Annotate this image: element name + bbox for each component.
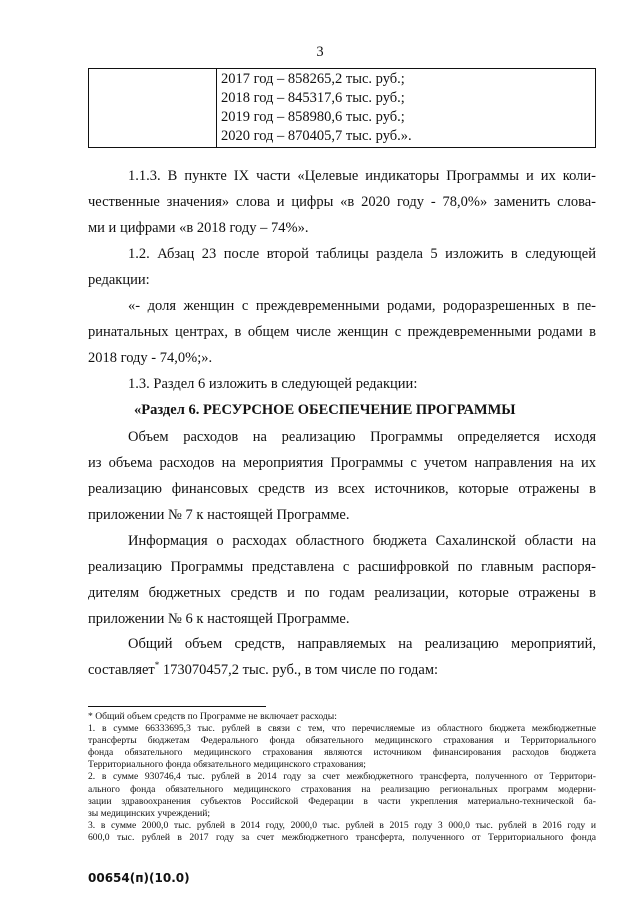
text-line: приложении № 7 к настоящей Программе. [88, 507, 350, 523]
footnote-separator [88, 706, 266, 707]
text-line: редакции: [88, 272, 150, 288]
footnote-line: * Общий объем средств по Программе не включает расходы: [88, 711, 337, 722]
text-fragment: составляет [88, 662, 155, 678]
footnote-line: зации здравоохранения субъектов Российской Федерации в части укрепления материально-технической ба- [88, 795, 596, 807]
footnote-line: 2. в сумме 930746,4 тыс. рублей в 2014 году за счет межбюджетного трансферта, полученного от Территори- [88, 771, 596, 783]
text-line: ринатальных центрах, в общем числе женщин с преждевременными родами в [88, 324, 596, 340]
amendment-paragraph-1-2 [88, 241, 596, 293]
funding-table-fragment [88, 68, 596, 148]
page-number: 3 [316, 44, 324, 60]
text-line: дителям бюджетных средств и по годам реализации, которые отражены в [88, 585, 596, 601]
text-line: реализацию финансовых средств из всех источников, которые отражены в [88, 481, 596, 497]
footnote-line: 600,0 тыс. рублей в 2017 году за счет межбюджетного трансферта, полученного от Территориального фонда [88, 831, 596, 843]
quoted-indicator-paragraph [88, 293, 596, 371]
text-line: приложении № 6 к настоящей Программе. [88, 611, 350, 627]
table-empty-cell [89, 69, 217, 147]
footnote-line: фонда обязательного медицинского страхования являются источником финансирования расходов бюджета [88, 747, 596, 759]
text-line: Общий объем средств, направляемых на реализацию мероприятий, [128, 636, 596, 652]
text-line: 1.2. Абзац 23 после второй таблицы раздела 5 изложить в следующей [128, 246, 596, 262]
section-6-title: «Раздел 6. РЕСУРСНОЕ ОБЕСПЕЧЕНИЕ ПРОГРАММЫ [134, 402, 516, 418]
text-line: из объема расходов на мероприятия Программы с учетом направления на их [88, 455, 596, 471]
total-volume-paragraph [88, 631, 596, 683]
footnote-line: зы медицинских учреждений; [88, 807, 211, 819]
text-line: чественные значения» слова и цифры «в 2020 году - 78,0%» заменить слова- [88, 194, 596, 210]
budget-info-paragraph [88, 528, 596, 632]
footnote-line: 1. в сумме 66333695,3 тыс. рублей в связи с тем, что перечисляемые из областного бюджета межбюджетные [88, 723, 596, 735]
table-year-line: 2018 год – 845317,6 тыс. руб.; [221, 90, 405, 106]
text-line: ми и цифрами «в 2018 году – 74%». [88, 220, 309, 236]
footnote-line: Территориального фонда обязательного медицинского страхования; [88, 759, 366, 771]
table-years-cell [221, 70, 591, 146]
section-heading [88, 397, 596, 423]
footnote-line: 3. в сумме 2000,0 тыс. рублей в 2014 году, 2000,0 тыс. рублей в 2015 году 3 000,0 тыс. рублей в 2016 году и [88, 819, 596, 831]
text-line [88, 657, 596, 683]
table-year-line: 2019 год – 858980,6 тыс. руб.; [221, 109, 405, 125]
text-line: Информация о расходах областного бюджета Сахалинской области на [128, 533, 596, 549]
expenditure-paragraph [88, 424, 596, 528]
footnote-marker: * [154, 660, 160, 671]
text-line: 1.3. Раздел 6 изложить в следующей редакции: [128, 376, 418, 392]
footnotes [88, 711, 596, 844]
amendment-paragraph-1-3 [88, 371, 596, 397]
document-code: 00654(п)(10.0) [88, 871, 190, 885]
footnote-line: трансферты бюджетам Федерального фонда обязательного медицинского страхования и Территориального [88, 735, 596, 747]
text-fragment: 173070457,2 тыс. руб., в том числе по годам: [159, 662, 439, 678]
text-line: 1.1.3. В пункте IX части «Целевые индикаторы Программы и их коли- [128, 168, 596, 184]
text-line: «- доля женщин с преждевременными родами, родоразрешенных в пе- [128, 298, 596, 314]
text-line: 2018 году - 74,0%;». [88, 350, 213, 366]
text-line: Объем расходов на реализацию Программы определяется исходя [128, 429, 596, 445]
table-year-line: 2020 год – 870405,7 тыс. руб.». [221, 128, 412, 144]
table-year-line: 2017 год – 858265,2 тыс. руб.; [221, 71, 405, 87]
footnote-line: ального фонда обязательного медицинского страхования на реализацию региональных программ модерни- [88, 783, 596, 795]
text-line: реализацию Программы представлена с расшифровкой по главным распоря- [88, 559, 596, 575]
amendment-paragraph-1-1-3 [88, 163, 596, 241]
